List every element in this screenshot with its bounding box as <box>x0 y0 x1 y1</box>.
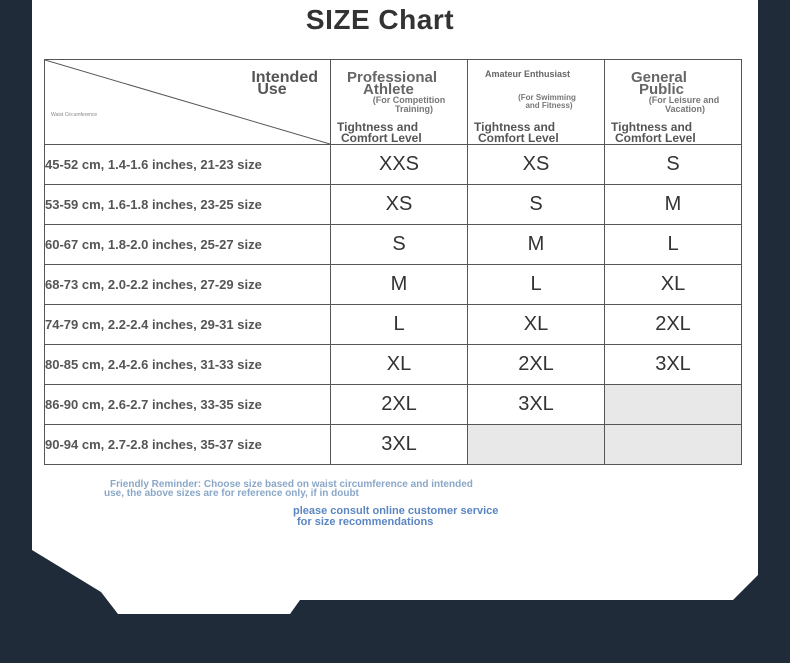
table-header-row <box>45 60 742 145</box>
size-cell-professional: XS <box>331 185 468 225</box>
column-sub-line2: Vacation) <box>664 104 705 114</box>
waist-range-cell: 60-67 cm, 1.8-2.0 inches, 25-27 size <box>45 225 331 265</box>
table-row <box>45 345 742 385</box>
column-sub-line1: (For Swimming <box>518 93 576 102</box>
size-cell-general: XL <box>605 265 742 305</box>
column-sub-line2: Training) <box>395 104 433 114</box>
size-cell-amateur: S <box>468 185 605 225</box>
intended-use-line1: Intended <box>251 69 318 86</box>
waist-range-cell: 45-52 cm, 1.4-1.6 inches, 21-23 size <box>45 145 331 185</box>
consult-line1: please consult online customer service <box>293 505 499 517</box>
table-row <box>45 265 742 305</box>
size-cell-general: S <box>605 145 742 185</box>
waist-range-cell: 68-73 cm, 2.0-2.2 inches, 27-29 size <box>45 265 331 305</box>
column-name-amateur <box>468 68 604 80</box>
size-cell-general-empty <box>605 385 742 425</box>
waist-range-cell: 90-94 cm, 2.7-2.8 inches, 35-37 size <box>45 425 331 465</box>
consult-line2: for size recommendations <box>297 516 434 528</box>
size-cell-professional: XXS <box>331 145 468 185</box>
size-cell-professional: L <box>331 305 468 345</box>
column-sub-line1: (For Competition <box>372 95 446 105</box>
column-name-line2: Public <box>639 81 685 98</box>
size-cell-amateur: XL <box>468 305 605 345</box>
table-row <box>45 145 742 185</box>
column-header-professional <box>331 60 468 145</box>
column-sub-general <box>605 96 741 114</box>
tightness-label-professional <box>337 122 422 144</box>
table-row <box>45 425 742 465</box>
table-row <box>45 305 742 345</box>
table-row <box>45 225 742 265</box>
table-row <box>45 385 742 425</box>
column-name-line2: Athlete <box>363 81 414 98</box>
column-sub-professional <box>331 96 467 114</box>
tightness-label-amateur <box>474 122 559 144</box>
size-cell-amateur: M <box>468 225 605 265</box>
size-cell-professional: 3XL <box>331 425 468 465</box>
column-name-professional <box>331 69 467 98</box>
size-cell-general: M <box>605 185 742 225</box>
size-cell-amateur-empty <box>468 425 605 465</box>
tightness-line1: Tightness and <box>474 120 556 134</box>
tightness-line1: Tightness and <box>337 120 419 134</box>
intended-use-line2: Use <box>257 81 287 98</box>
size-cell-general: L <box>605 225 742 265</box>
tightness-label-general <box>611 122 696 144</box>
size-cell-general: 3XL <box>605 345 742 385</box>
size-cell-amateur: 2XL <box>468 345 605 385</box>
size-cell-amateur: L <box>468 265 605 305</box>
column-sub-line2: and Fitness) <box>525 101 573 110</box>
consult-service-text <box>293 506 543 528</box>
column-name-line1: General <box>631 69 687 86</box>
tightness-line2: Comfort Level <box>615 131 696 145</box>
corner-header-cell <box>45 60 331 145</box>
size-cell-professional: S <box>331 225 468 265</box>
page-title: SIZE Chart <box>305 4 455 35</box>
waist-range-cell: 86-90 cm, 2.6-2.7 inches, 33-35 size <box>45 385 331 425</box>
size-cell-amateur: 3XL <box>468 385 605 425</box>
size-cell-amateur: XS <box>468 145 605 185</box>
column-header-amateur <box>468 60 605 145</box>
table-row <box>45 185 742 225</box>
column-sub-line1: (For Leisure and <box>648 95 720 105</box>
column-header-general <box>605 60 742 145</box>
size-cell-professional: XL <box>331 345 468 385</box>
size-cell-general-empty <box>605 425 742 465</box>
tightness-line1: Tightness and <box>611 120 693 134</box>
reminder-line1: Friendly Reminder: Choose size based on waist circumference and intended <box>110 479 473 490</box>
waist-range-cell: 74-79 cm, 2.2-2.4 inches, 29-31 size <box>45 305 331 345</box>
column-sub-amateur <box>468 94 604 110</box>
column-name-line1: Amateur Enthusiast <box>485 69 571 79</box>
size-cell-professional: 2XL <box>331 385 468 425</box>
friendly-reminder-text <box>104 480 544 498</box>
waist-range-cell: 53-59 cm, 1.6-1.8 inches, 23-25 size <box>45 185 331 225</box>
tightness-line2: Comfort Level <box>478 131 559 145</box>
intended-use-label <box>251 69 318 98</box>
size-cell-general: 2XL <box>605 305 742 345</box>
column-name-line1: Professional <box>347 69 438 86</box>
size-table <box>44 59 742 465</box>
reminder-line2: use, the above sizes are for reference only, if in doubt <box>104 488 359 499</box>
waist-circumference-label: Waist Circumference <box>51 112 98 118</box>
column-name-general <box>605 69 741 98</box>
tightness-line2: Comfort Level <box>341 131 422 145</box>
waist-range-cell: 80-85 cm, 2.4-2.6 inches, 31-33 size <box>45 345 331 385</box>
size-cell-professional: M <box>331 265 468 305</box>
